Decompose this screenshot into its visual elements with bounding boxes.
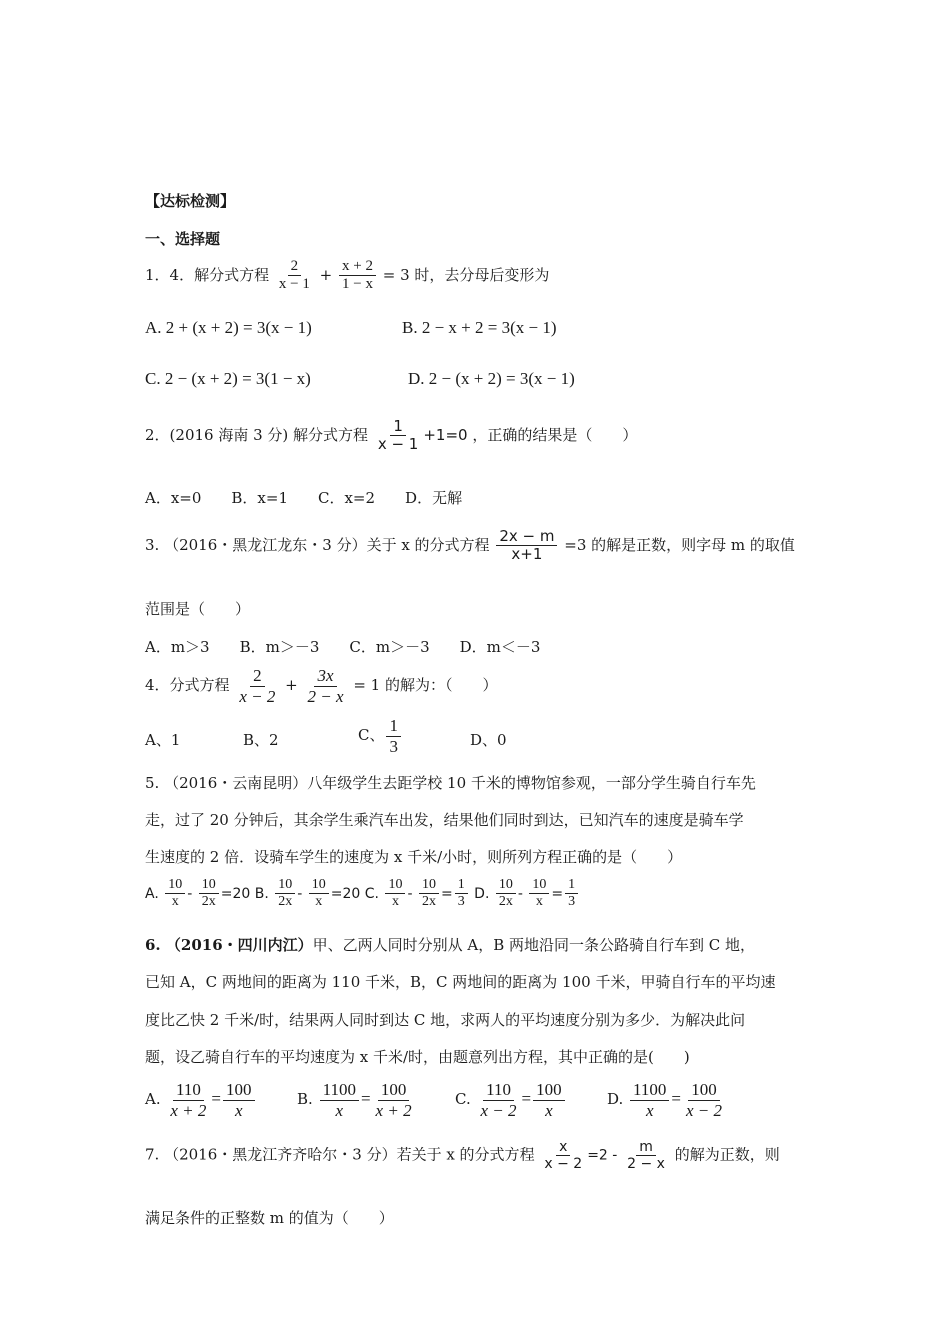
q1-option-b: B. 2 − x + 2 = 3(x − 1) — [402, 318, 557, 337]
q1-option-a: A. 2 + (x + 2) = 3(x − 1) — [145, 318, 312, 337]
q4-stem: 4．分式方程 $\frac{2}{x - 2}$ + $\frac{3x}{2 - x}$ = 1 的解为：（ ） — [145, 666, 498, 706]
q3-stem: 3. （2016・黑龙江龙东・3 分）关于 x 的分式方程 $\frac{2x - m}{x+1}$ =3 的解是正数，则字母 m 的取值 — [145, 527, 795, 564]
q6-line3: 度比乙快 2 千米/时，结果两人同时到达 C 地，求两人的平均速度分别为多少．为解决此问 — [145, 1011, 746, 1029]
q2-stem: 2．(2016 海南 3 分) 解分式方程 $\frac{1}{x - 1}$ +1=0 ，正确的结果是（ ） — [145, 417, 638, 454]
q6-option-a: A. $\frac{110}{x + 2}$ = $\frac{100}{x}$ — [145, 1080, 257, 1120]
q6-option-b: B. $\frac{1100}{x}$ = $\frac{100}{x + 2}$ — [297, 1080, 412, 1120]
q5-options — [145, 877, 580, 910]
q2-options: A．x=0 B．x=1 C．x=2 D．无解 — [145, 489, 463, 507]
q4-option-c: C、 $\frac{1}{3}$ — [358, 716, 403, 756]
q4-option-a: A、1 — [145, 731, 181, 749]
q6-line1: 6. （2016・四川内江）甲、乙两人同时分别从 A，B 两地沿同一条公路骑自行车到 C 地， — [145, 936, 756, 954]
q1-option-d: D. 2 − (x + 2) = 3(x − 1) — [408, 369, 575, 388]
q4-option-d: D、0 — [470, 731, 507, 749]
q7-stem: 7. （2016・黑龙江齐齐哈尔・3 分）若关于 x 的分式方程 $\frac{x}{x - 2}$ =2 - $\frac{m}{2 - x}$ 的解为正数，则 — [145, 1139, 780, 1173]
q5-option-c: C. $\frac{10}{x}$ - $\frac{10}{2x}$ = $\frac{1}{3}$ — [365, 886, 474, 902]
q6-option-c: C. $\frac{110}{x - 2}$ = $\frac{100}{x}$ — [455, 1080, 567, 1120]
q6-line2: 已知 A，C 两地间的距离为 110 千米，B，C 两地间的距离为 100 千米，甲骑自行车的平均速 — [145, 973, 776, 991]
q1-option-c: C. 2 − (x + 2) = 3(1 − x) — [145, 369, 311, 388]
q6-option-d: D. $\frac{1100}{x}$ = $\frac{100}{x - 2}$ — [607, 1080, 723, 1120]
q5-line2: 走，过了 20 分钟后，其余学生乘汽车出发，结果他们同时到达，已知汽车的速度是骑车学 — [145, 811, 744, 829]
q5-option-b: B. $\frac{10}{2x}$ - $\frac{10}{x}$ =20 — [254, 877, 361, 910]
q4-option-b: B、2 — [243, 731, 279, 749]
q5-line1: 5. （2016・云南昆明）八年级学生去距学校 10 千米的博物馆参观，一部分学生骑自行车先 — [145, 774, 756, 792]
q5-line3: 生速度的 2 倍．设骑车学生的速度为 x 千米/小时，则所列方程正确的是（ ） — [145, 848, 683, 866]
q3-options: A．m＞3 B．m＞－3 C．m＞－3 D．m＜－3 — [145, 638, 541, 656]
part-title: 一、选择题 — [145, 230, 221, 248]
q6-line4: 题，设乙骑自行车的平均速度为 x 千米/时，由题意列出方程，其中正确的是( ) — [145, 1048, 690, 1066]
section-header: 【达标检测】 — [145, 192, 236, 210]
q3-line2: 范围是（ ） — [145, 600, 251, 618]
q5-option-a: A. $\frac{10}{x}$ - $\frac{10}{2x}$ =20 — [145, 877, 251, 910]
q1-stem: 1．4．解分式方程 $\frac{2}{x - 1}$ + $\frac{x + 2}{1 - x}$ = 3 时，去分母后变形为 — [145, 258, 550, 293]
q5-option-d: D. $\frac{10}{2x}$ - $\frac{10}{x}$ = $\frac{1}{3}$ — [474, 886, 580, 902]
q7-line2: 满足条件的正整数 m 的值为（ ） — [145, 1209, 394, 1227]
